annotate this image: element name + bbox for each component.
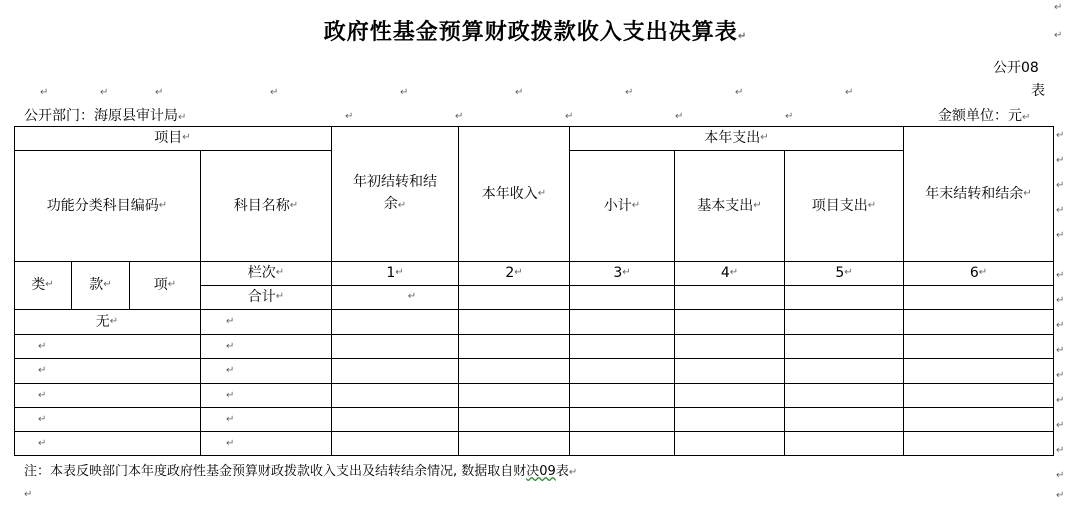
column-index-text: 栏次 (247, 265, 276, 281)
return-mark-icon: ↵ (1056, 320, 1065, 331)
column-number-text: 5 (835, 265, 845, 281)
return-mark-icon: ↵ (568, 467, 578, 478)
return-mark-icon: ↵ (1056, 130, 1065, 141)
column-index-label (201, 261, 331, 285)
return-mark-icon: ↵ (737, 31, 748, 42)
return-mark-icon: ↵ (1022, 112, 1031, 123)
header-subtotal (570, 150, 674, 261)
footnote-prefix: 注：本表反映部门本年度政府性基金预算财政拨款收入支出及结转结余情况, 数据取自财 (24, 464, 527, 479)
form-number (993, 57, 1039, 77)
return-mark-icon: ↵ (275, 267, 285, 278)
column-number-2 (459, 261, 569, 285)
header-year-expense (570, 126, 903, 150)
return-mark-icon: ↵ (1054, 30, 1063, 41)
header-item (14, 126, 331, 150)
return-mark-icon: ↵ (1056, 345, 1065, 356)
return-mark-icon: ↵ (1056, 205, 1065, 216)
header-function-code (14, 150, 200, 261)
return-mark-icon: ↵ (45, 279, 54, 290)
return-mark-icon: ↵ (1056, 395, 1065, 406)
return-mark-icon: ↵ (760, 132, 769, 143)
return-mark-icon: ↵ (407, 291, 417, 302)
column-number-5 (785, 261, 903, 285)
return-mark-icon: ↵ (537, 187, 547, 199)
return-mark-icon: ↵ (38, 438, 47, 449)
return-mark-icon: ↵ (1056, 295, 1065, 306)
return-mark-icon: ↵ (729, 267, 739, 278)
footnote-underlined: 决09 (526, 464, 556, 479)
return-mark-icon: ↵ (455, 111, 464, 122)
return-mark-icon: ↵ (514, 267, 523, 278)
header-function-code-text: 功能分类科目编码 (46, 197, 159, 214)
row-code-text: 无 (95, 314, 110, 330)
return-mark-icon: ↵ (226, 316, 235, 327)
header-lei (14, 261, 71, 309)
header-year-expense-text: 本年支出 (704, 130, 761, 146)
header-kuan-text: 款 (89, 277, 104, 293)
return-mark-icon: ↵ (978, 267, 988, 278)
return-mark-icon: ↵ (182, 132, 191, 143)
return-mark-icon: ↵ (178, 112, 187, 123)
total-value-cell (332, 285, 492, 309)
return-mark-icon: ↵ (289, 199, 299, 211)
header-basic-expense-text: 基本支出 (697, 197, 754, 214)
return-mark-icon: ↵ (103, 279, 112, 290)
return-mark-icon: ↵ (625, 87, 634, 98)
header-project-expense-text: 项目支出 (811, 197, 868, 214)
return-mark-icon: ↵ (38, 365, 47, 376)
unit-text: 金额单位：元 (938, 108, 1022, 124)
header-xiang-text: 项 (153, 277, 168, 293)
return-mark-icon: ↵ (631, 199, 641, 211)
column-number-1 (332, 261, 458, 285)
header-year-income (459, 126, 569, 261)
return-mark-icon: ↵ (109, 316, 119, 327)
header-kuan (72, 261, 129, 309)
footnote (24, 460, 577, 479)
header-opening-balance-line1: 年初结转和结 (353, 173, 437, 190)
return-mark-icon: ↵ (515, 87, 524, 98)
footnote-suffix: 表 (555, 464, 569, 479)
return-mark-icon: ↵ (167, 279, 177, 290)
return-mark-icon: ↵ (226, 438, 235, 449)
return-mark-icon: ↵ (226, 390, 235, 401)
unit-label (938, 105, 1030, 125)
column-number-text: 1 (386, 265, 396, 281)
return-mark-icon: ↵ (1056, 420, 1065, 431)
return-mark-icon: ↵ (735, 87, 744, 98)
return-mark-icon: ↵ (38, 414, 47, 425)
return-mark-icon: ↵ (38, 341, 47, 352)
form-number-line2: 表 (1031, 83, 1045, 99)
form-number-line1: 公开08 (993, 60, 1039, 76)
return-mark-icon: ↵ (1023, 187, 1032, 199)
return-mark-icon: ↵ (1056, 490, 1065, 501)
header-project-expense (785, 150, 903, 261)
return-mark-icon: ↵ (397, 199, 407, 211)
column-number-text: 6 (969, 265, 979, 281)
header-closing-balance-text: 年末结转和结余 (925, 185, 1024, 202)
department-label (24, 105, 186, 125)
header-basic-expense (675, 150, 784, 261)
table-row-code (14, 310, 200, 334)
header-subject-name (201, 150, 331, 261)
return-mark-icon: ↵ (1056, 370, 1065, 381)
form-number-suffix (1031, 80, 1045, 100)
header-opening-balance (332, 126, 458, 261)
return-mark-icon: ↵ (38, 390, 47, 401)
return-mark-icon: ↵ (270, 87, 279, 98)
column-number-3 (570, 261, 674, 285)
return-mark-icon: ↵ (1056, 470, 1065, 481)
return-mark-icon: ↵ (1056, 155, 1065, 166)
header-item-text: 项目 (154, 130, 183, 146)
return-mark-icon: ↵ (1054, 2, 1063, 13)
page-title (0, 15, 1071, 46)
department-text: 公开部门：海原县审计局 (24, 108, 178, 124)
return-mark-icon: ↵ (844, 267, 853, 278)
column-number-4 (675, 261, 784, 285)
header-opening-balance-line2-wrap (384, 193, 406, 217)
return-mark-icon: ↵ (226, 365, 235, 376)
return-mark-icon: ↵ (155, 87, 164, 98)
return-mark-icon: ↵ (345, 111, 354, 122)
total-label (201, 285, 331, 309)
header-closing-balance (904, 126, 1053, 261)
return-mark-icon: ↵ (867, 199, 877, 211)
return-mark-icon: ↵ (226, 341, 235, 352)
return-mark-icon: ↵ (40, 87, 49, 98)
return-mark-icon: ↵ (158, 199, 168, 211)
header-subtotal-text: 小计 (603, 197, 632, 214)
return-mark-icon: ↵ (753, 199, 762, 211)
header-xiang (130, 261, 200, 309)
header-year-income-text: 本年收入 (481, 185, 538, 202)
return-mark-icon: ↵ (395, 267, 404, 278)
return-mark-icon: ↵ (226, 414, 235, 425)
column-number-text: 2 (505, 265, 515, 281)
title-text: 政府性基金预算财政拨款收入支出决算表 (323, 20, 738, 45)
return-mark-icon: ↵ (565, 111, 574, 122)
column-number-6 (904, 261, 1053, 285)
header-opening-balance-line2: 余 (383, 195, 398, 212)
column-number-text: 4 (720, 265, 730, 281)
return-mark-icon: ↵ (845, 87, 854, 98)
return-mark-icon: ↵ (785, 111, 794, 122)
return-mark-icon: ↵ (1056, 180, 1065, 191)
return-mark-icon: ↵ (24, 489, 33, 500)
column-number-text: 3 (613, 265, 623, 281)
return-mark-icon: ↵ (275, 291, 285, 302)
return-mark-icon: ↵ (400, 87, 409, 98)
return-mark-icon: ↵ (1056, 445, 1065, 456)
return-mark-icon: ↵ (675, 111, 684, 122)
return-mark-icon: ↵ (1056, 230, 1065, 241)
return-mark-icon: ↵ (622, 267, 631, 278)
header-subject-name-text: 科目名称 (233, 197, 290, 214)
return-mark-icon: ↵ (100, 87, 109, 98)
header-lei-text: 类 (31, 277, 46, 293)
total-text: 合计 (247, 289, 276, 305)
return-mark-icon: ↵ (1056, 270, 1065, 281)
